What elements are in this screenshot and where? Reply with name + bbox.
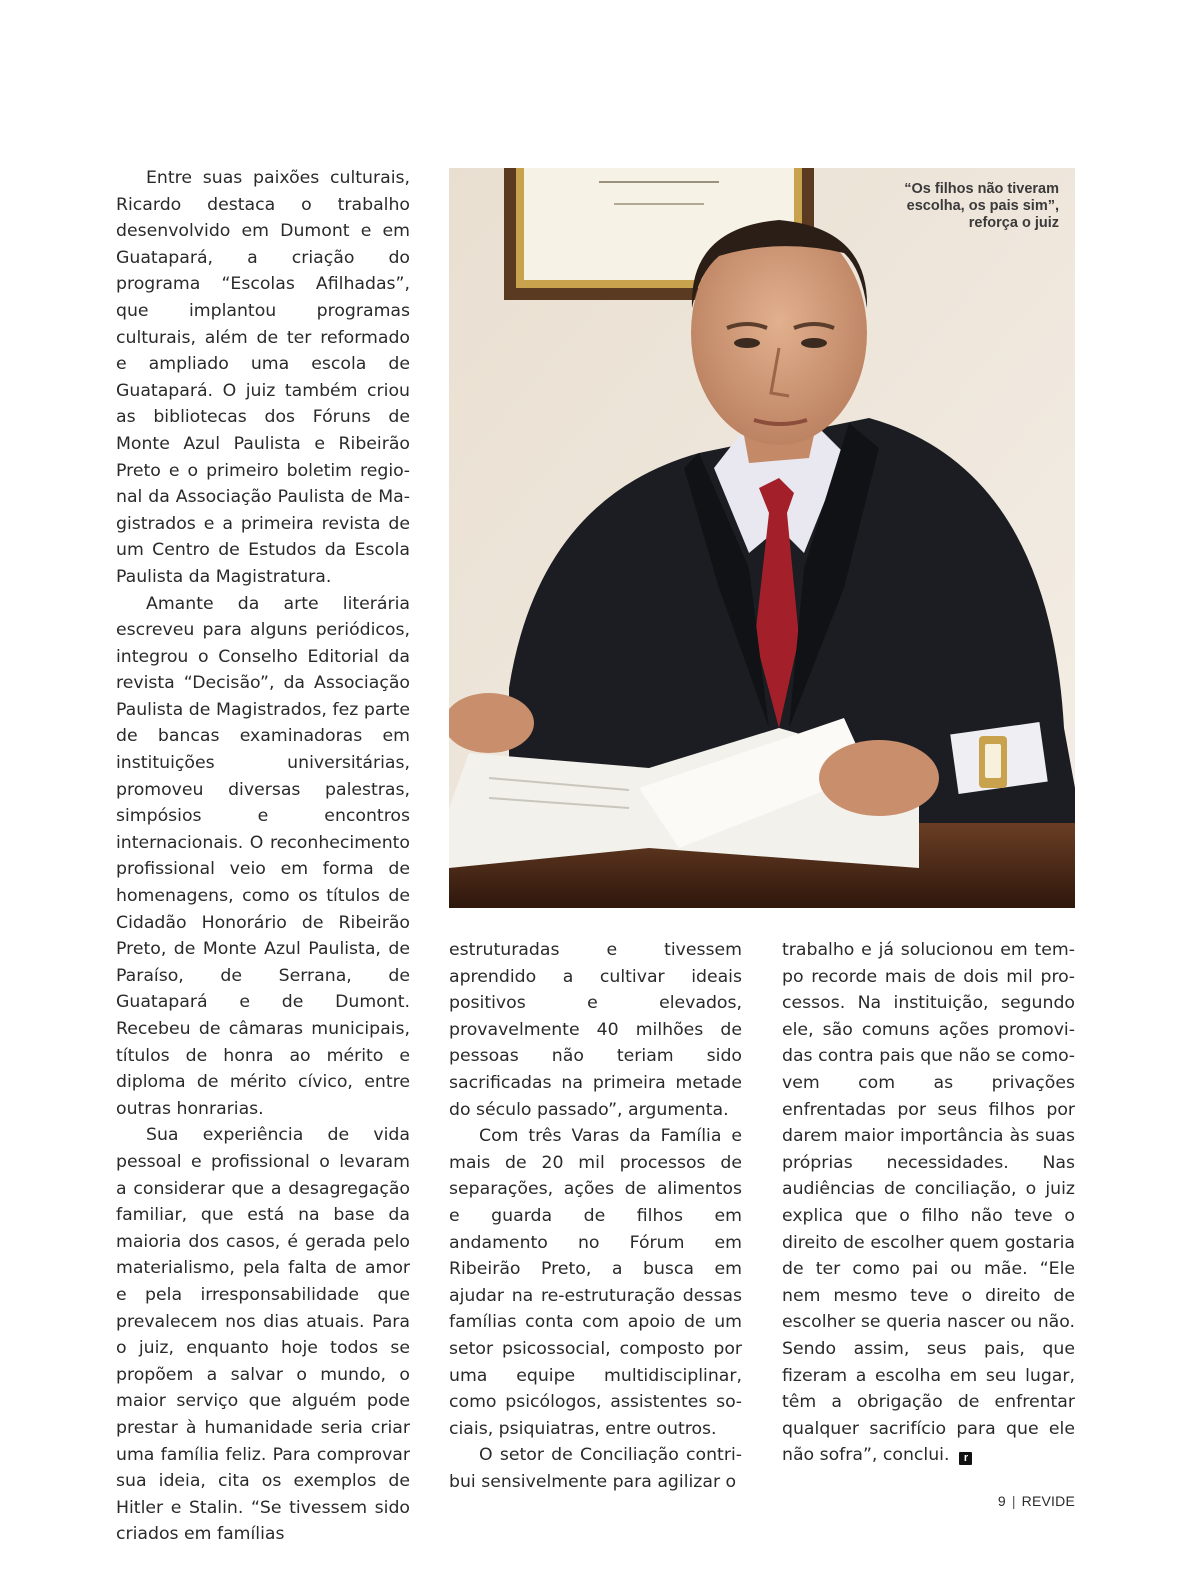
magazine-name: REVIDE (1021, 1493, 1075, 1509)
paragraph: Com três Varas da Família e mais de 20 mil processos de separações, ações de alimentos e guarda de filhos em andamento no Fórum em Ribeirão Preto, a busca em ajudar na re-estruturação dessas famílias conta com apoio de um setor psicossocial, composto por uma equipe multidisciplinar, como psicólogos, assistentes sociais, psiquiatras, entre outros. (449, 1126, 742, 1439)
footer-separator: | (1011, 1493, 1016, 1509)
article-column-3 (782, 937, 1075, 1469)
article-column-1 (116, 165, 410, 1548)
paragraph: Entre suas paixões culturais, Ricardo destaca o trabalho desenvolvido em Dumont e em Guatapará, a criação do programa “Escolas Afilhadas”, que implantou programas culturais, além de ter reformado e ampliado uma escola de Guatapará. O juiz também criou as bibliotecas dos Fóruns de Monte Azul Paulista e Ribeirão Preto e o primeiro boletim regional da Associação Paulista de Magistrados e a primeira revista de um Centro de Estudos da Escola Paulista da Magistratura. (116, 168, 410, 587)
end-of-article-mark: r (959, 1452, 972, 1465)
article-column-2 (449, 937, 742, 1495)
photo-caption: “Os filhos não tiveram escolha, os pais sim”, reforça o juiz (904, 181, 1059, 231)
paragraph: Amante da arte literária escreveu para alguns periódicos, integrou o Conselho Editorial da revista “Decisão”, da Associação Paulista de Magistrados, fez parte de bancas examinadoras em instituições universitárias, promoveu diversas palestras, simpósios e encontros internacionais. O reconhecimento profissional veio em forma de homenagens, como os títulos de Cidadão Honorário de Ribeirão Preto, de Monte Azul Paulista, de Paraíso, de Serrana, de Guatapará e de Dumont. Recebeu de câmaras municipais, títulos de honra ao mérito e diploma de mérito cívico, entre outras honrarias. (116, 593, 410, 1119)
paragraph: estruturadas e tivessem aprendido a cultivar ideais positivos e elevados, provavelmente 40 milhões de pessoas não teriam sido sacrificadas na primeira metade do século passado”, argumenta. (449, 940, 742, 1120)
paragraph: O setor de Conciliação contribui sensivelmente para agilizar o (449, 1445, 742, 1492)
portrait-illustration (449, 168, 1075, 908)
judge-portrait-photo (449, 168, 1075, 908)
paragraph: Sua experiência de vida pessoal e profissional o levaram a considerar que a desagregação familiar, que está na base da maioria dos casos, é gerada pelo materialismo, pela falta de amor e pela irresponsabilidade que prevalecem nos dias atuais. Para o juiz, enquanto hoje todos se propõem a salvar o mundo, o maior serviço que alguém pode prestar à humanidade seria criar uma família feliz. Para comprovar sua ideia, cita os exemplos de Hitler e Stalin. “Se tivessem sido criados em famílias (116, 1125, 410, 1545)
page-number: 9 (997, 1493, 1006, 1509)
page-footer (998, 1493, 1075, 1509)
paragraph-text: trabalho e já solucionou em tempo recorde mais de dois mil processos. Na instituição, segundo ele, são comuns ações promovidas contra pais que não se comovem com as privações enfrentadas por seus filhos por darem maior importância às suas próprias necessidades. Nas audiências de conciliação, o juiz explica que o filho não teve o direito de escolher quem gostaria de ter como pai ou mãe. “Ele nem mesmo teve o direito de escolher se queria nascer ou não. Sendo assim, seus pais, que fizeram a escolha em seu lugar, têm a obrigação de enfrentar qualquer sacrifício para que ele não sofra”, conclui. (782, 940, 1075, 1466)
paragraph (782, 937, 1075, 1469)
